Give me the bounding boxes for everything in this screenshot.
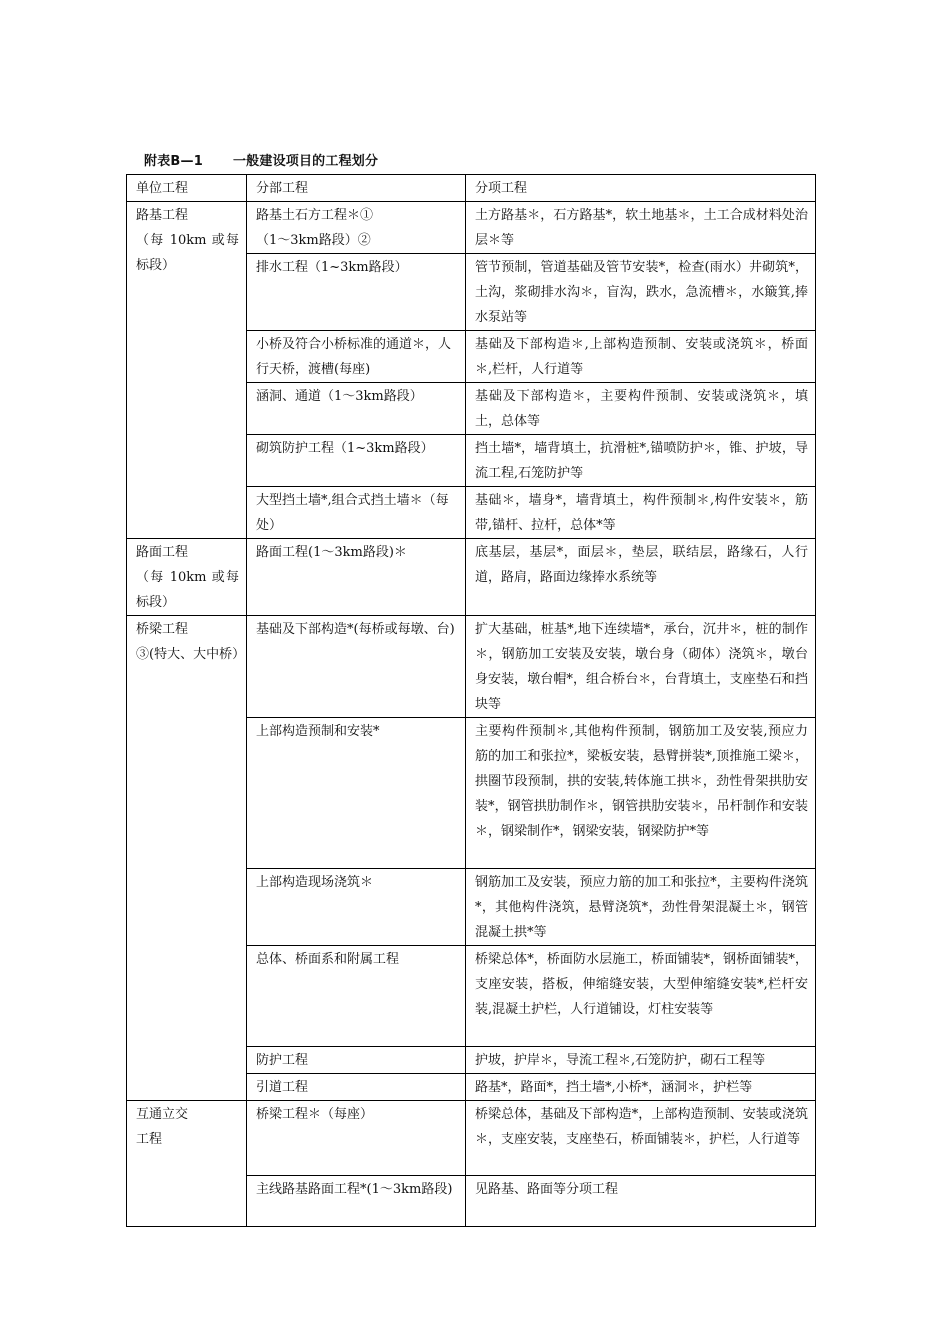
- division-cell: [247, 254, 466, 331]
- item-cell: 基础及下部构造＊，主要构件预制、安装或浇筑＊，填土，总体等: [466, 383, 816, 435]
- table-row: [127, 539, 816, 616]
- division-cell: [247, 1176, 466, 1227]
- item-cell: 土方路基＊，石方路基*，软土地基＊，土工合成材料处治层＊等: [466, 202, 816, 254]
- column-header-item: 分项工程: [466, 175, 816, 202]
- item-cell: 桥梁总体*，桥面防水层施工，桥面铺装*，钢桥面铺装*，支座安装，搭板，伸缩缝安装，大型伸缩缝安装*,栏杆安装,混凝土护栏，人行道铺设，灯柱安装等: [466, 946, 816, 1047]
- division-text: 大型挡土墙*,组合式挡土墙＊（每处）: [256, 493, 449, 533]
- division-text: 小桥及符合小桥标准的通道＊，人行天桥，渡槽(每座): [256, 337, 452, 377]
- division-cell: [247, 1101, 466, 1176]
- unit-text: （每 10km 或每标段）: [136, 233, 239, 273]
- item-cell: 挡土墙*，墙背填土，抗滑桩*,锚喷防护＊，锥、护坡，导流工程,石笼防护等: [466, 435, 816, 487]
- unit-text: 路面工程: [136, 545, 189, 560]
- item-cell: 扩大基础，桩基*,地下连续墙*，承台，沉井＊，桩的制作＊，钢筋加工安装及安装，墩台身（砌体）浇筑＊，墩台身安装，墩台帽*，组合桥台＊，台背填土，支座垫石和挡块等: [466, 616, 816, 718]
- division-cell: [247, 383, 466, 435]
- unit-text: （每 10km 或每标段）: [136, 570, 239, 610]
- division-text: 引道工程: [256, 1080, 309, 1095]
- division-cell: [247, 869, 466, 946]
- division-cell: [247, 487, 466, 539]
- item-cell: 见路基、路面等分项工程: [466, 1176, 816, 1227]
- item-cell: 钢筋加工及安装，预应力筋的加工和张拉*，主要构件浇筑*，其他构件浇筑，悬臂浇筑*，劲性骨架混凝土＊，钢管混凝土拱*等: [466, 869, 816, 946]
- table-header-row: [127, 175, 816, 202]
- item-cell: 底基层，基层*，面层＊，垫层，联结层，路缘石，人行道，路肩，路面边缘捧水系统等: [466, 539, 816, 616]
- column-header-unit: 单位工程: [127, 175, 247, 202]
- division-text: 排水工程（1~3km路段）: [256, 260, 408, 275]
- division-text: （1～3km路段）②: [256, 233, 371, 248]
- division-cell: [247, 1074, 466, 1101]
- division-cell: [247, 616, 466, 718]
- division-cell: [247, 331, 466, 383]
- division-cell: [247, 202, 466, 254]
- item-cell: 基础及下部构造＊,上部构造预制、安装或浇筑＊，桥面＊,栏杆，人行道等: [466, 331, 816, 383]
- table-row: [127, 1101, 816, 1176]
- division-text: 上部构造预制和安装*: [256, 724, 380, 739]
- unit-cell-roadbed: [127, 202, 247, 539]
- unit-cell-interchange: [127, 1101, 247, 1227]
- unit-text: 互通立交: [136, 1107, 189, 1122]
- unit-text: 路基工程: [136, 208, 189, 223]
- project-division-table: [126, 174, 816, 1227]
- item-cell: 路基*，路面*，挡土墙*,小桥*，涵洞＊，护栏等: [466, 1074, 816, 1101]
- item-cell: 护坡，护岸＊，导流工程＊,石笼防护，砌石工程等: [466, 1047, 816, 1074]
- table-caption: [144, 150, 378, 169]
- item-cell: 管节预制，管道基础及管节安装*，检查(雨水）井砌筑*，土沟，浆砌排水沟＊，盲沟，跌水，急流槽＊，水簸箕,捧水泵站等: [466, 254, 816, 331]
- unit-cell-bridge: [127, 616, 247, 1101]
- division-text: 上部构造现场浇筑＊: [256, 875, 374, 890]
- division-text: 路面工程(1～3km路段)＊: [256, 545, 407, 560]
- division-cell: [247, 539, 466, 616]
- unit-text: 工程: [136, 1132, 163, 1147]
- division-text: 主线路基路面工程*(1～3km路段): [256, 1182, 453, 1197]
- unit-text: ③(特大、大中桥）: [136, 647, 246, 662]
- division-text: 路基土石方工程＊①: [256, 208, 374, 223]
- table-row: [127, 616, 816, 718]
- division-text: 砌筑防护工程（1~3km路段）: [256, 441, 434, 456]
- item-cell: 主要构件预制＊,其他构件预制，钢筋加工及安装,预应力筋的加工和张拉*，梁板安装，悬臂拼装*,顶推施工梁＊，拱圈节段预制，拱的安装,转体施工拱＊，劲性骨架拱肋安装*，钢管拱肋制作＊，钢管拱肋安装＊，吊杆制作和安装＊，钢梁制作*，钢梁安装，钢梁防护*等: [466, 718, 816, 869]
- table-title: 一般建设项目的工程划分: [232, 154, 379, 169]
- division-cell: [247, 718, 466, 869]
- item-cell: 基础＊，墙身*，墙背填土，构件预制＊,构件安装＊，筋带,锚杆、拉杆，总体*等: [466, 487, 816, 539]
- column-header-division: 分部工程: [247, 175, 466, 202]
- division-text: 基础及下部构造*(每桥或每墩、台): [256, 622, 455, 637]
- division-text: 总体、桥面系和附属工程: [256, 952, 400, 967]
- item-cell: 桥梁总体，基础及下部构造*，上部构造预制、安装或浇筑＊，支座安装，支座垫石，桥面铺装＊，护栏，人行道等: [466, 1101, 816, 1176]
- division-cell: [247, 946, 466, 1047]
- division-cell: [247, 1047, 466, 1074]
- division-text: 涵洞、通道（1～3km路段）: [256, 389, 423, 404]
- table-row: [127, 202, 816, 254]
- division-text: 桥梁工程＊（每座）: [256, 1107, 374, 1122]
- unit-text: 桥梁工程: [136, 622, 189, 637]
- table-number: 附表B—1: [144, 154, 203, 169]
- division-cell: [247, 435, 466, 487]
- division-text: 防护工程: [256, 1053, 309, 1068]
- unit-cell-pavement: [127, 539, 247, 616]
